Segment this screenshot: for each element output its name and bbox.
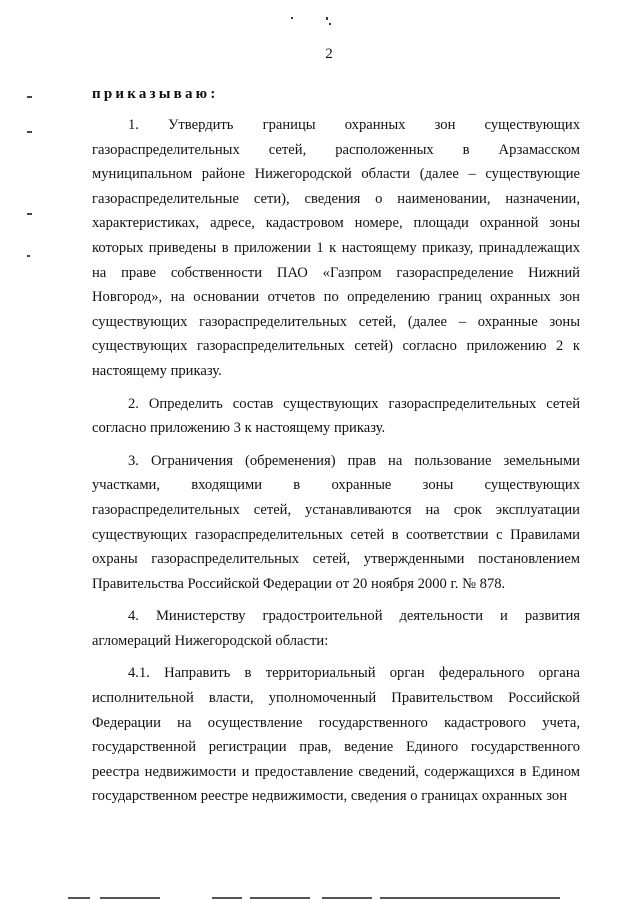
scan-artifact-dot [329,23,331,25]
scan-artifact-line [100,897,160,899]
paragraph-4-1: 4.1. Направить в территориальный орган федерального органа исполнительной власти, уполномоченный Правительством Российской Федерации на осуществление государственного кадастрового учета, государственной регистрации прав, ведение Единого государственного реестра недвижимости и предоставление сведений, содержащихся в Едином государственном реестре недвижимости, сведения о границах охранных зон [92,665,580,805]
scan-artifact-line [322,897,372,899]
paragraph-1: 1. Утвердить границы охранных зон существующих газораспределительных сетей, расположенных в Арзамасском муниципальном районе Нижегородской области (далее – существующие газораспределительные сети), сведения о наименовании, назначении, характеристиках, адресе, кадастровом номере, площади охранной зоны которых приведены в приложении 1 к настоящему приказу, принадлежащих на праве собственности ПАО «Газпром газораспределение Нижний Новгород», на основании отчетов по определению границ охранных зон существующих газораспределительных сетей, (далее – охранные зоны существующих газораспределительных сетей) согласно приложению 2 к настоящему приказу. [92,117,580,379]
scan-artifact-line [250,897,310,899]
margin-mark [27,96,32,98]
order-heading: приказываю: [92,86,219,102]
paragraph-2: 2. Определить состав существующих газораспределительных сетей согласно приложению 3 к настоящему приказу. [92,395,580,437]
paragraph-4: 4. Министерству градостроительной деятельности и развития агломераций Нижегородской области: [92,608,580,649]
scan-artifact-dot [326,17,328,20]
margin-mark [27,213,32,215]
scan-artifact-line [212,897,242,899]
scan-artifact-line [380,897,560,899]
document-body [92,113,580,817]
margin-mark [27,255,30,257]
page-number: 2 [325,46,333,62]
scan-artifact-dot [291,17,293,19]
paragraph-3: 3. Ограничения (обременения) прав на пользование земельными участками, входящими в охранные зоны существующих газораспределительных сетей, устанавливаются на срок эксплуатации существующих газораспределительных сетей в соответствии с Правилами охраны газораспределительных сетей, утвержденными постановлением Правительства Российской Федерации от 20 ноября 2000 г. № 878. [92,452,580,592]
margin-mark [27,131,32,133]
scan-artifact-line [68,897,90,899]
